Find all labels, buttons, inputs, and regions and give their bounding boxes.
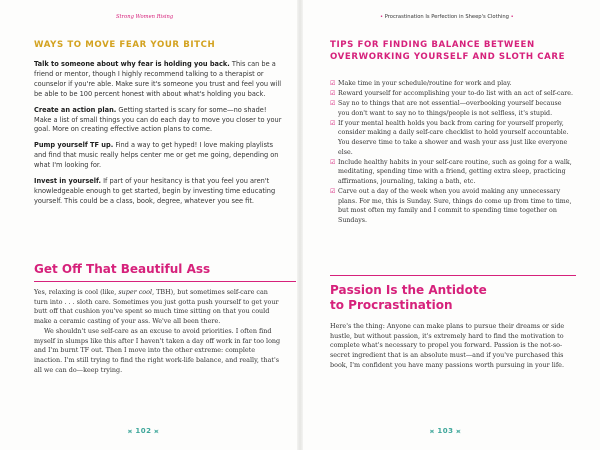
para1-emphasis: super cool bbox=[118, 288, 153, 296]
fear-tips-heading: WAYS TO MOVE FEAR YOUR BITCH bbox=[34, 40, 216, 50]
left-paragraph-2: We shouldn't use self-care as an excuse to avoid priorities. I often find myself in slumps like this after I haven't taken a day off work in far too long and I'm burnt TF out. Then I move into the other extreme: complete inaction. I'm still trying to find the right work-life balance, and really, that's all we can do—keep trying. bbox=[34, 326, 281, 374]
check-box-icon: ☑ bbox=[330, 100, 336, 108]
check-box-icon: ☑ bbox=[330, 90, 336, 98]
right-folio bbox=[430, 427, 461, 436]
left-chapter-title: Get Off That Beautiful Ass bbox=[34, 262, 211, 276]
fear-tip-lead: Pump yourself TF up. bbox=[34, 141, 114, 150]
balance-tip-text: Include healthy habits in your self-care routine, such as going for a walk, meditating, spending time with a friend, getting extra sleep, practicing affirmations, journaling, taking a bath, etc. bbox=[338, 158, 572, 185]
check-box-icon: ☑ bbox=[330, 80, 336, 87]
right-chapter-title bbox=[330, 283, 580, 313]
fear-tip-body: Find a way to get hyped! I love making playlists and find that music really helps center me or get me going, depending on what I'm looking for. bbox=[34, 141, 279, 170]
leaf-ornament-icon: ⪤ bbox=[128, 428, 133, 435]
fear-tip bbox=[34, 106, 282, 136]
balance-tip-text: Say no to things that are not essential—overbooking yourself because you don't want to say no to things/people is not selfless, it's stupid. bbox=[338, 100, 562, 117]
right-page-number: 103 bbox=[437, 427, 454, 435]
balance-tip-text: If your mental health holds you back from caring for yourself properly, consider making a daily self-care checklist to hold yourself accountable. You deserve time to take a shower and wash your ass just like everyone else. bbox=[338, 119, 569, 156]
left-chapter-rule bbox=[34, 281, 296, 282]
fear-tip-lead: Invest in yourself. bbox=[34, 177, 101, 186]
left-body-text bbox=[34, 288, 282, 375]
right-chapter-title-line2: to Procrastination bbox=[330, 298, 453, 312]
left-paragraph-1 bbox=[34, 288, 282, 327]
right-running-head-text: Procrastination Is Perfection in Sheep's Clothing bbox=[384, 14, 509, 20]
balance-tip-text: Make time in your schedule/routine for work and play. bbox=[338, 80, 512, 87]
left-folio bbox=[128, 427, 159, 436]
check-box-icon: ☑ bbox=[330, 158, 336, 166]
balance-tip-text: Carve out a day of the week when you avoid making any unnecessary plans. For me, this is Sunday. Sure, things do come up from time to time, but most often my family and I commit to spending time together on Sundays. bbox=[338, 188, 572, 224]
fear-tips-list bbox=[34, 60, 282, 213]
check-box-icon: ☑ bbox=[330, 119, 336, 127]
balance-tip bbox=[330, 79, 574, 89]
check-box-icon: ☑ bbox=[330, 188, 336, 196]
para1-start: Yes, relaxing is cool (like, bbox=[34, 288, 119, 296]
fear-tip-lead: Create an action plan. bbox=[34, 105, 117, 114]
right-paragraph-1: Here's the thing: Anyone can make plans to pursue their dreams or side hustle, but without passion, it's extremely hard to find the motivation to complete what's necessary to propel you forward. Passion is the not-so-secret ingredient that is an absolute must—and if you've purchased this book, I'm confident you have many passions worth pursuing in your life. bbox=[330, 322, 565, 369]
balance-tip bbox=[330, 187, 574, 225]
right-running-head bbox=[380, 14, 514, 20]
balance-tips-heading: TIPS FOR FINDING BALANCE BETWEEN OVERWORKING YOURSELF AND SLOTH CARE bbox=[330, 40, 566, 62]
bullet-dot-icon: • bbox=[380, 14, 384, 20]
fear-tip bbox=[34, 177, 282, 207]
fear-tip-lead: Talk to someone about why fear is holding you back. bbox=[34, 60, 230, 68]
balance-tips-list bbox=[330, 79, 574, 226]
fear-tip-body: Getting started is scary for some—no shade! Make a list of small things you can do each day to move you closer to your goal. More on creating effective action plans to come. bbox=[34, 105, 282, 134]
left-running-head: Strong Women Rising bbox=[116, 14, 174, 20]
left-page-number: 102 bbox=[135, 427, 152, 435]
balance-tip bbox=[330, 119, 574, 157]
balance-tip bbox=[330, 99, 574, 118]
right-chapter-rule-top bbox=[330, 275, 576, 276]
fear-tip-body: This can be a friend or mentor, though I highly recommend talking to a therapist or counselor if you're able. Make sure it's someone you trust and feel you will be able to be 100 percent honest with about what's holding you back. bbox=[34, 60, 282, 98]
fear-tip bbox=[34, 141, 282, 171]
fear-tip bbox=[34, 60, 282, 100]
balance-tip-text: Reward yourself for accomplishing your to-do list with an act of self-care. bbox=[338, 90, 573, 98]
bullet-dot-icon: • bbox=[510, 14, 514, 20]
balance-tip bbox=[330, 158, 574, 187]
right-page bbox=[300, 0, 600, 450]
leaf-ornament-icon: ⪤ bbox=[456, 428, 461, 435]
right-chapter-title-line1: Passion Is the Antidote bbox=[330, 283, 487, 297]
leaf-ornament-icon: ⪤ bbox=[154, 428, 159, 435]
balance-tip bbox=[330, 89, 574, 99]
para1-end: , TBH), but sometimes self-care can turn into . . . sloth care. Sometimes you just gotta push yourself to get your butt off that cushion you've spent so much time sitting on that you could make a ceramic casting of your ass. We've all been there. bbox=[34, 288, 279, 326]
right-body-text bbox=[330, 322, 574, 371]
leaf-ornament-icon: ⪤ bbox=[430, 428, 435, 435]
fear-tip-body: If part of your hesitancy is that you feel you aren't knowledgeable enough to get started, begin by investing time educating yourself. This could be a class, book, degree, whatever you see fit. bbox=[34, 177, 276, 205]
